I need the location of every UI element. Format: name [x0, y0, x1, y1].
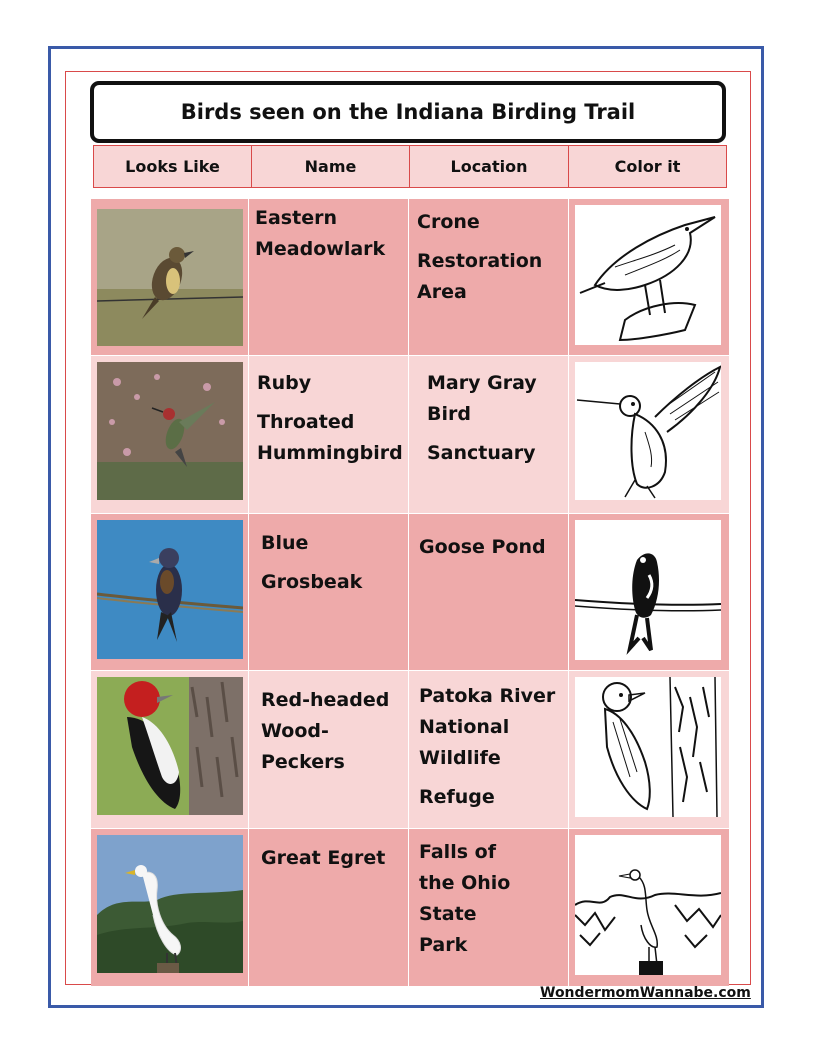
location-cell	[409, 356, 569, 513]
location-cell	[409, 829, 569, 986]
location-cell	[409, 514, 569, 670]
table-row	[91, 829, 729, 986]
meadowlark-coloring-sketch	[575, 205, 721, 345]
looks-like-cell	[91, 514, 249, 670]
table-row	[91, 514, 729, 671]
looks-like-cell	[91, 199, 249, 355]
hummingbird-coloring-sketch	[575, 362, 721, 500]
name-cell	[249, 356, 409, 513]
grosbeak-photo	[97, 520, 243, 659]
table-row	[91, 671, 729, 829]
meadowlark-photo	[97, 209, 243, 346]
location-cell	[409, 199, 569, 355]
color-it-cell	[569, 199, 729, 355]
bird-name: Great Egret	[261, 847, 386, 869]
page-title: Birds seen on the Indiana Birding Trail	[180, 100, 636, 124]
color-it-cell	[569, 514, 729, 670]
egret-photo	[97, 835, 243, 973]
color-it-cell	[569, 356, 729, 513]
looks-like-cell	[91, 356, 249, 513]
header-name: Name	[252, 146, 410, 187]
grosbeak-coloring-sketch	[575, 520, 721, 660]
color-it-cell	[569, 671, 729, 828]
color-it-cell	[569, 829, 729, 986]
name-cell	[249, 829, 409, 986]
looks-like-cell	[91, 829, 249, 986]
woodpecker-coloring-sketch	[575, 677, 721, 817]
header-location: Location	[410, 146, 569, 187]
table-header	[93, 145, 727, 188]
location-cell	[409, 671, 569, 828]
bird-name: Blue Grosbeak	[261, 532, 363, 593]
bird-location: Mary Gray Bird Sanctuary	[427, 372, 537, 464]
bird-name: Eastern Meadowlark	[255, 207, 386, 260]
bird-location: Patoka River National Wildlife Refuge	[419, 685, 556, 808]
bird-location: Goose Pond	[419, 536, 546, 558]
bird-table	[91, 199, 729, 986]
header-looks-like: Looks Like	[94, 146, 252, 187]
bird-name: Ruby Throated Hummingbird	[257, 372, 403, 464]
name-cell	[249, 199, 409, 355]
name-cell	[249, 671, 409, 828]
title-box	[90, 81, 726, 143]
header-color-it: Color it	[614, 157, 681, 176]
woodpecker-photo	[97, 677, 243, 815]
footer-site-link[interactable]: WondermomWannabe.com	[540, 985, 751, 1001]
looks-like-cell	[91, 671, 249, 828]
table-row	[91, 199, 729, 356]
bird-location: Crone Restoration Area	[417, 211, 543, 303]
bird-name: Red-headed Wood- Peckers	[261, 689, 390, 773]
hummingbird-photo	[97, 362, 243, 500]
table-row	[91, 356, 729, 514]
name-cell	[249, 514, 409, 670]
bird-location: Falls of the Ohio State Park	[419, 841, 511, 956]
egret-coloring-sketch	[575, 835, 721, 975]
